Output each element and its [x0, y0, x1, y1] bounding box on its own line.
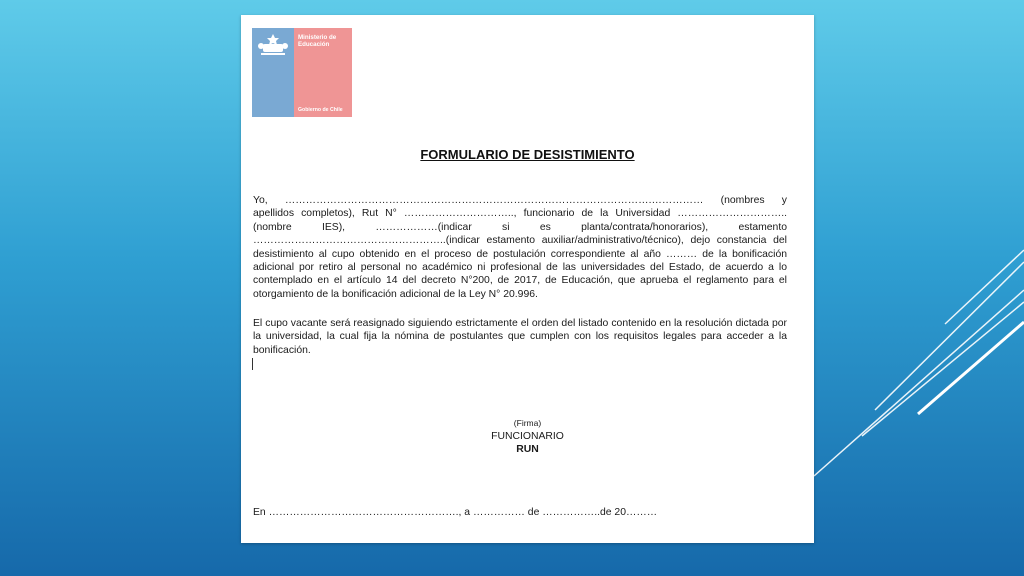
- document-title: FORMULARIO DE DESISTIMIENTO: [420, 147, 635, 162]
- document-page: [241, 15, 814, 543]
- coat-of-arms-icon: [257, 32, 289, 58]
- logo-blue-block: [252, 28, 294, 117]
- text-cursor: [252, 358, 253, 370]
- signature-label: (Firma): [513, 418, 542, 428]
- logo-red-block: [294, 28, 352, 117]
- deco-line-5: [918, 322, 1024, 414]
- logo-government-text: Gobierno de Chile: [298, 107, 343, 113]
- signature-role: FUNCIONARIO: [491, 431, 564, 442]
- deco-line-3: [945, 250, 1024, 324]
- ministry-logo: [252, 28, 352, 117]
- paragraph-declaration: Yo, …………………………………………………………………………………………….…………… (nombres y apellidos completos), Rut N° ………………………….., funcionario de la Universidad …………………………..(nombre IES), ………………(indicar si es planta/contrata/honorarios), estamento ………………………………………………..(indicar estamento auxiliar/administrativo/técnico), dejo constancia del desistimiento al cupo obtenido en el proceso de postulación correspondiente al año ……… de la bonificación adicional por retiro al personal no académico ni profesional de las universidades del Estado, de acuerdo a lo contemplado en el artículo 14 del decreto N°200, de 2017, de Educación, que aprueba el reglamento para el otorgamiento de la bonificación adicional de la Ley N° 20.996.: [253, 195, 787, 300]
- deco-line-4: [862, 302, 1024, 436]
- logo-ministry-text: Ministerio de Educación: [298, 34, 337, 48]
- deco-line-1: [814, 290, 1024, 476]
- date-place-line: En ………………………………………………., a …………… de ……………..de 20………: [253, 507, 658, 518]
- signature-run: RUN: [516, 444, 539, 455]
- paragraph-vacancy: El cupo vacante será reasignado siguiendo estrictamente el orden del listado contenido en la resolución dictada por la universidad, la cual fija la nómina de postulantes que cumplen con los requisitos legales para acceder a la bonificación.: [253, 318, 787, 356]
